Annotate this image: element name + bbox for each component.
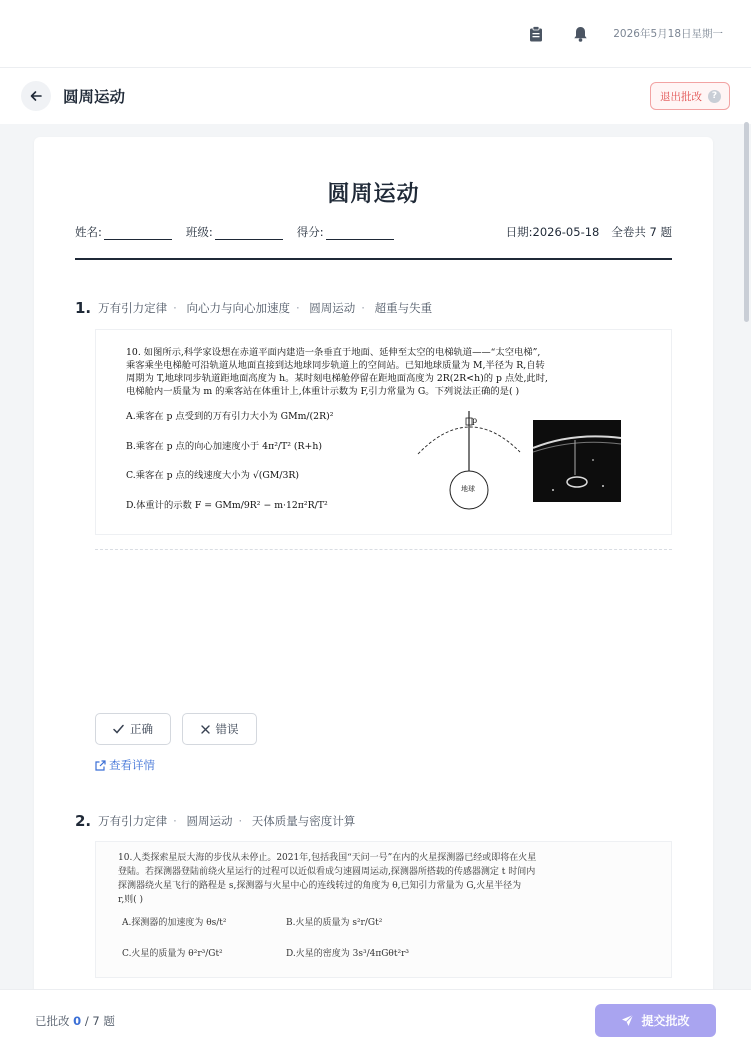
current-date: 2026年5月18日星期一 — [613, 28, 723, 40]
external-link-icon — [95, 760, 106, 771]
space-elevator-diagram — [414, 406, 524, 512]
clipboard-icon[interactable] — [525, 23, 547, 45]
question-1-header — [75, 299, 432, 317]
space-photo — [533, 420, 621, 502]
view-details-link[interactable]: 查看详情 — [95, 757, 155, 773]
earth-label: 地球 — [461, 485, 475, 493]
exam-info-row — [75, 223, 672, 241]
name-field: 姓名: — [75, 224, 172, 240]
check-icon — [113, 724, 124, 734]
arrow-left-icon — [30, 90, 42, 102]
close-icon — [201, 725, 210, 734]
p-point-label: p — [472, 416, 478, 425]
question-1-image: 10. 如图所示,科学家设想在赤道平面内建造一条垂直于地面、延伸至太空的电梯轨道——“太空电梯”, 乘客乘坐电梯舱可沿轨道从地面直接到达地球同步轨道上的空间站。已知地球质量为 M,半径为 R,自转 周期为 T,地球同步轨道距地面高度为 h。某时刻电梯舱停留在距地面高度为 2R(2R<h)的 p 点处,此时, 电梯舱内一质量为 m 的乘客站在体重计上,体重计示数为 F,引力常量为 G。下列说法正确的是( ) A.乘客在 p 点受到的万有引力大小为 GMm/(2R)² B.乘客在 p 点的向心加速度小于 4π²/T² (R+h) C.乘客在 p 点的线速度大小为 √(GM/3R) D.体重计的示数 F = GMm/9R² − m·12π²R/T² p 地球 — [95, 329, 672, 535]
mark-correct-button[interactable]: 正确 — [95, 713, 171, 745]
footer-bar — [0, 989, 751, 1051]
question-number: 2. — [75, 812, 92, 830]
exit-grading-label: 退出批改 — [660, 90, 702, 103]
question-tags: 万有引力定律 · 向心力与向心加速度 · 圆周运动 · 超重与失重 — [98, 301, 433, 315]
bell-icon[interactable] — [569, 23, 591, 45]
exam-date: 日期:2026-05-18 — [505, 225, 600, 239]
exam-title: 圆周运动 — [327, 182, 420, 207]
back-button[interactable] — [21, 81, 51, 111]
exam-paper — [34, 137, 713, 997]
top-bar — [0, 0, 751, 68]
mark-wrong-button[interactable]: 错误 — [182, 713, 257, 745]
score-field: 得分: — [297, 224, 394, 240]
header-divider — [75, 258, 672, 260]
page-header — [0, 68, 751, 124]
question-2-image: 10.人类探索星辰大海的步伐从未停止。2021年,包括我国“天问一号”在内的火星探测器已经或即将在火星 登陆。若探测器登陆前绕火星运行的过程可以近似看成匀速圆周运动,探测器所搭载的传感器测定 t 时间内 探测器绕火星飞行的路程是 s,探测器与火星中心的连线转过的角度为 θ,已知引力常量为 G,火星半径为 r,则( ) A.探测器的加速度为 θs/t² B.火星的质量为 s²r/Gt² C.火星的质量为 θ²r³/Gt² D.火星的密度为 3s³/4πGθt²r³ — [95, 841, 672, 978]
help-icon[interactable]: ? — [708, 90, 721, 103]
question-2-header — [75, 812, 355, 830]
question-number: 1. — [75, 299, 92, 317]
grading-progress: 已批改 0 / 7 题 — [35, 1013, 115, 1028]
question-tags: 万有引力定律 · 圆周运动 · 天体质量与密度计算 — [98, 814, 356, 828]
answer-divider — [95, 549, 672, 550]
exit-grading-button[interactable] — [650, 82, 730, 110]
scrollbar-thumb[interactable] — [744, 122, 749, 322]
page-title: 圆周运动 — [63, 88, 126, 106]
submit-grading-button[interactable]: 提交批改 — [595, 1004, 716, 1037]
class-field: 班级: — [186, 224, 283, 240]
send-icon — [621, 1014, 634, 1027]
question-total: 全卷共 7 题 — [611, 225, 672, 239]
